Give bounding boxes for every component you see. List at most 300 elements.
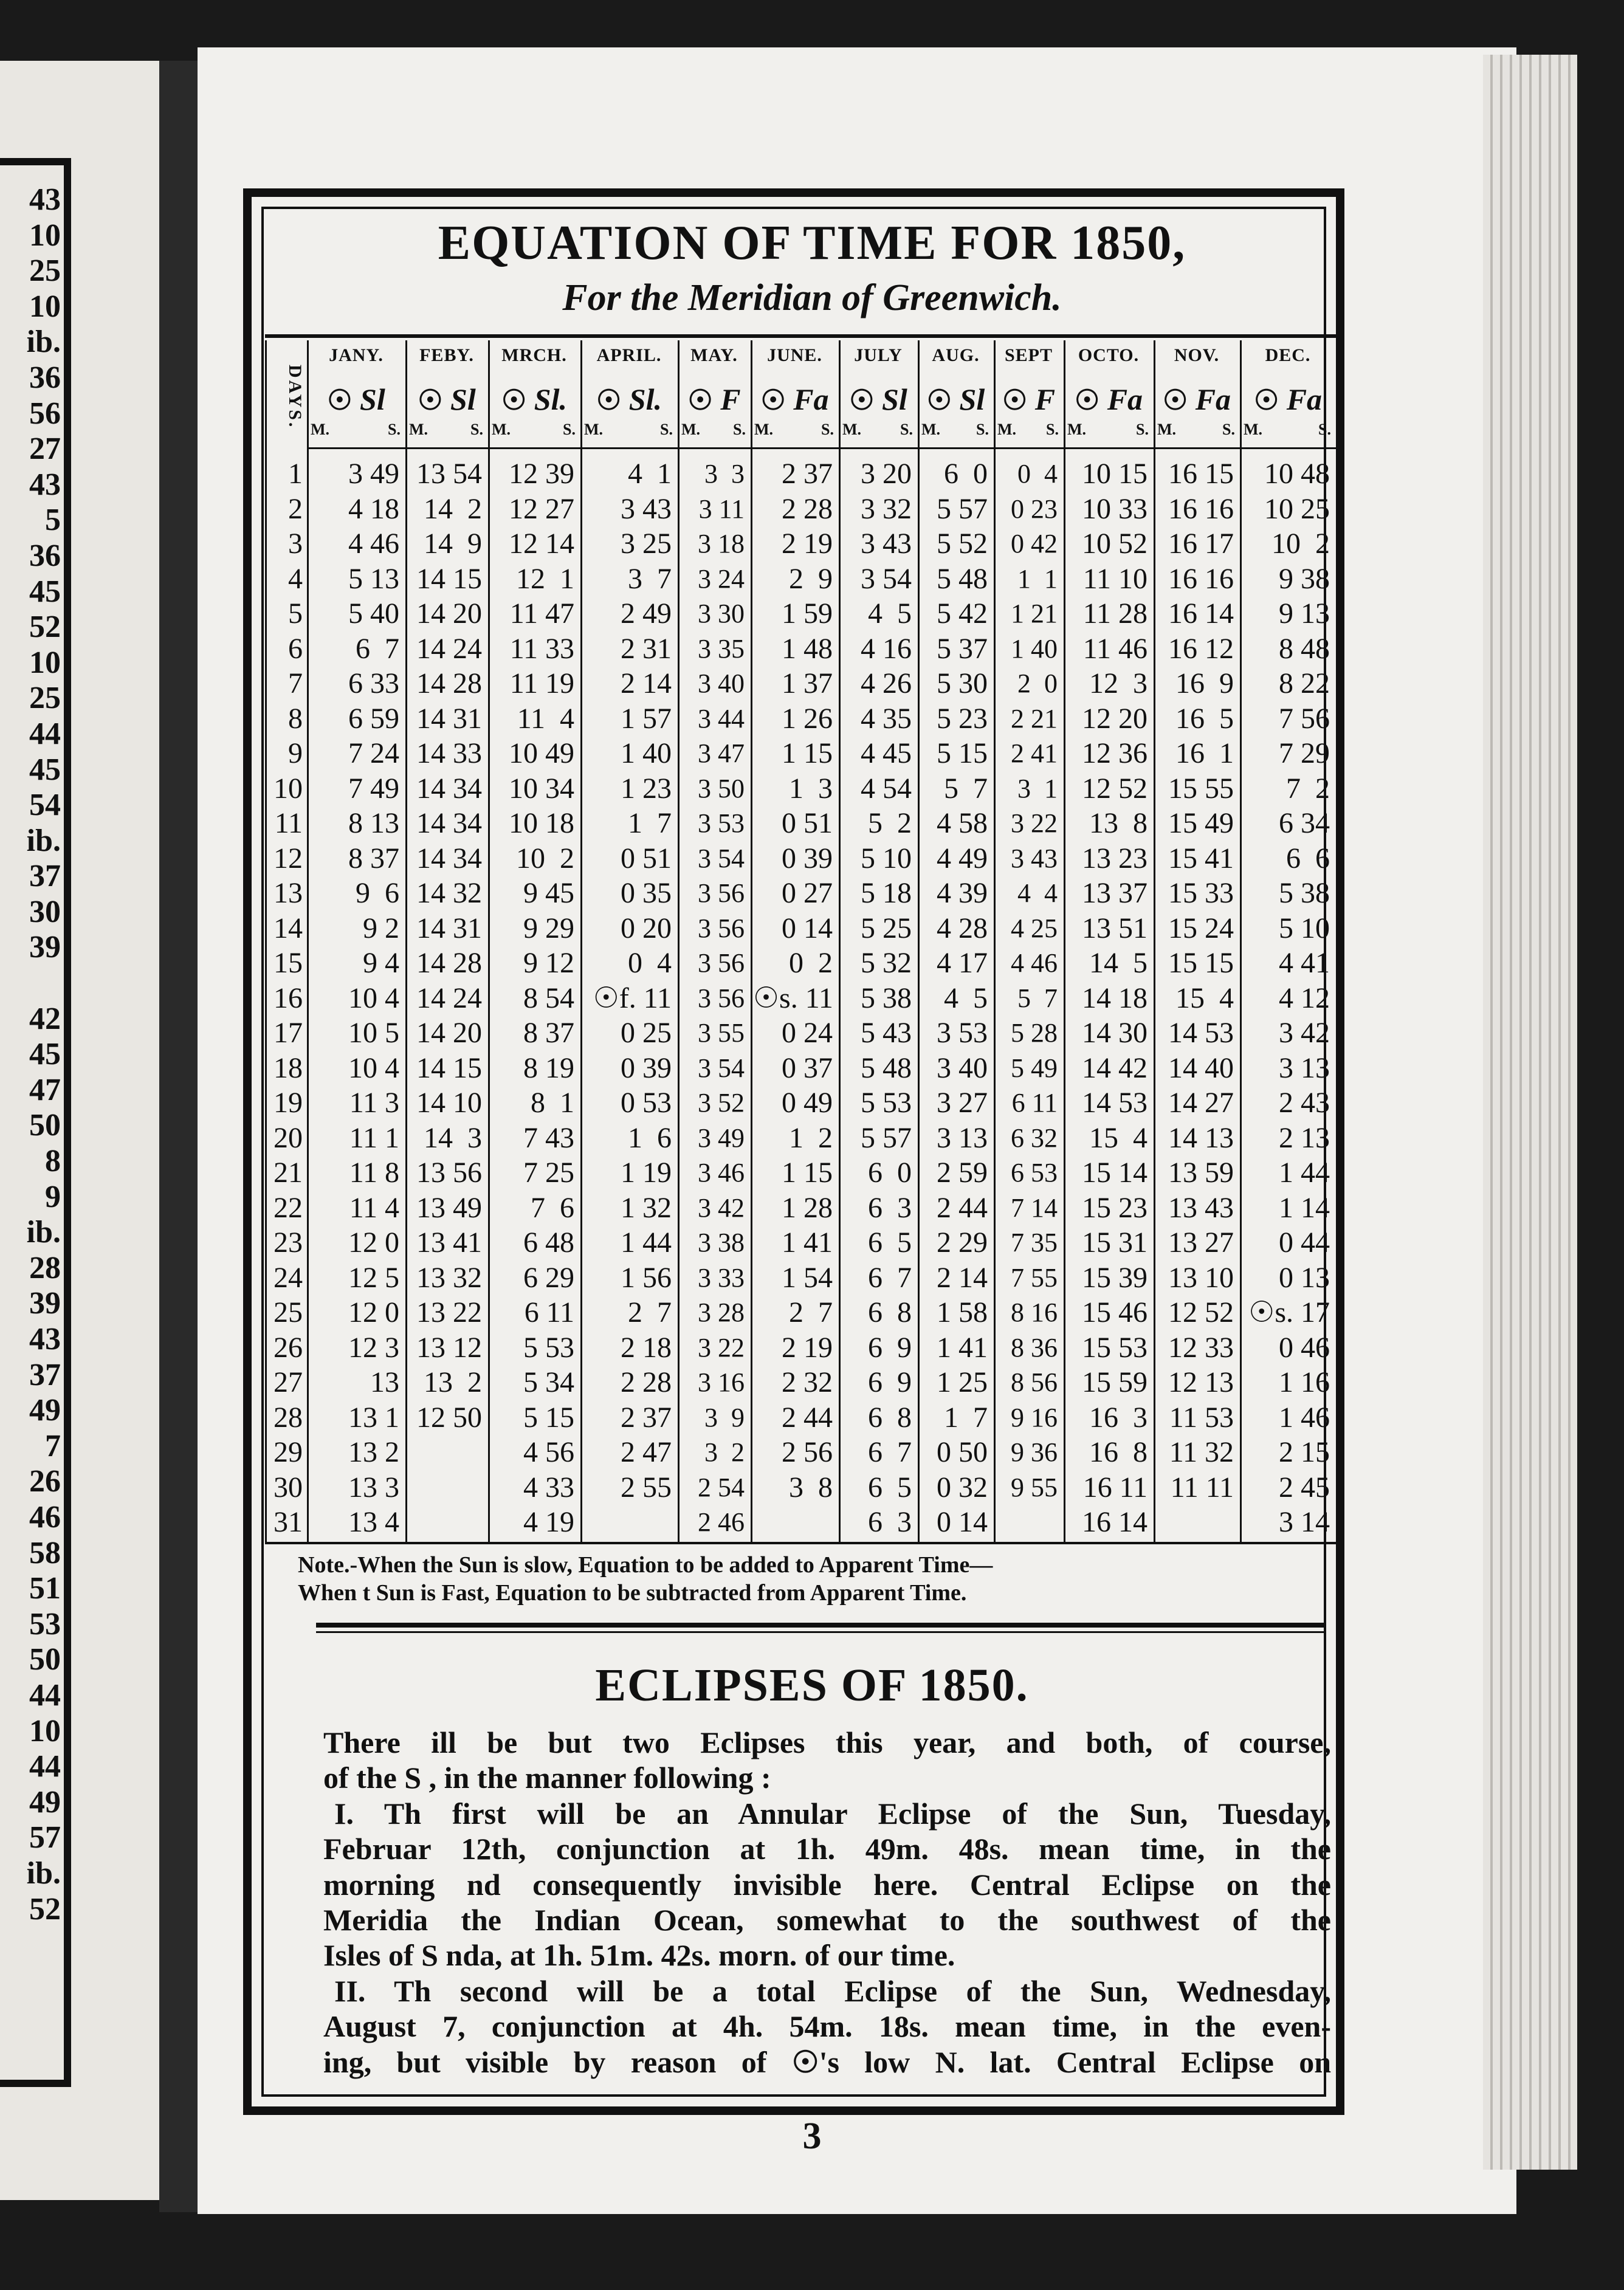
equation-value: 10 2: [1271, 528, 1330, 560]
day-number: 2: [288, 492, 303, 525]
facing-page-value: 30: [29, 894, 61, 929]
facing-page-value: 26: [29, 1464, 61, 1499]
equation-value: 0 42: [1011, 529, 1058, 559]
equation-value: 6 7: [868, 1261, 912, 1294]
equation-value: 0 37: [782, 1051, 833, 1084]
equation-value: 7 25: [523, 1157, 574, 1189]
equation-value: 1 41: [937, 1331, 988, 1364]
equation-value: 3 9: [704, 1402, 745, 1432]
equation-value: 4 28: [937, 912, 988, 944]
equation-value: 0 14: [782, 912, 833, 944]
equation-value: 4 16: [861, 632, 912, 665]
equation-value: 11 11: [1170, 1471, 1234, 1504]
sun-icon: ☉: [1074, 385, 1100, 416]
equation-value: 0 51: [621, 842, 672, 875]
equation-value: 12 50: [416, 1401, 482, 1434]
seconds-label: S.: [1222, 421, 1235, 438]
equation-value: 15 14: [1082, 1157, 1147, 1189]
equation-value: 3 38: [698, 1228, 745, 1257]
equation-value: 6 33: [348, 667, 399, 700]
facing-page-value: 28: [29, 1250, 61, 1285]
facing-page-value: 25: [29, 681, 61, 716]
equation-value: 1 54: [782, 1261, 833, 1294]
facing-page-value: 39: [29, 1286, 61, 1321]
equation-value: 9 6: [356, 877, 399, 909]
equation-value: 3 24: [698, 563, 745, 594]
equation-value: 12 5: [348, 1261, 399, 1294]
equation-value: 1 40: [1011, 633, 1058, 664]
equation-value: 0 51: [782, 807, 833, 839]
equation-value: 1 40: [621, 737, 672, 769]
equation-value: 1 44: [621, 1226, 672, 1259]
equation-value: 2 43: [1279, 1087, 1330, 1119]
equation-value: 1 58: [937, 1296, 988, 1329]
facing-page-value: 49: [29, 1784, 61, 1820]
days-label: DAYS.: [285, 365, 305, 430]
equation-value: 15 24: [1168, 912, 1234, 944]
eclipses-line: of the S , in the manner following :: [323, 1761, 771, 1795]
equation-value: 0 53: [621, 1087, 672, 1119]
equation-value: 1 7: [944, 1401, 988, 1434]
equation-value: 13 10: [1168, 1261, 1234, 1294]
equation-value: 14 53: [1168, 1017, 1234, 1049]
facing-page-value: 36: [29, 538, 61, 573]
equation-value: 16 5: [1175, 702, 1234, 735]
equation-value: 2 54: [698, 1472, 745, 1502]
day-number: 21: [274, 1157, 303, 1189]
equation-value: 6 32: [1011, 1123, 1058, 1153]
sun-status-header: [580, 382, 678, 418]
equation-value: 8 36: [1011, 1332, 1058, 1363]
equation-value: 1 14: [1279, 1191, 1330, 1224]
equation-value: 4 45: [861, 737, 912, 769]
equation-value: 3 8: [789, 1471, 833, 1504]
column-rule: [405, 340, 407, 1542]
equation-value: 14 2: [424, 492, 482, 525]
equation-value: 0 32: [937, 1471, 988, 1504]
equation-value: 3 30: [698, 599, 745, 628]
equation-value: 3 50: [698, 773, 745, 803]
equation-value: 3 35: [698, 633, 745, 664]
equation-value: 5 2: [868, 807, 912, 839]
equation-value: 3 1: [1017, 773, 1058, 803]
equation-value: 9 13: [1279, 597, 1330, 630]
equation-value: 5 32: [861, 947, 912, 979]
equation-value: ☉s. 17: [1248, 1296, 1330, 1329]
equation-value: 9 36: [1011, 1437, 1058, 1467]
minutes-label: M.: [492, 421, 511, 438]
equation-value: 11 19: [509, 667, 574, 700]
facing-page-value: 52: [29, 1891, 61, 1927]
units-header: [918, 421, 994, 442]
equation-value: 4 56: [523, 1436, 574, 1468]
equation-value: 1 26: [782, 702, 833, 735]
equation-value: [408, 1434, 482, 1471]
equation-value: 13 59: [1168, 1157, 1234, 1189]
day-number: 27: [274, 1366, 303, 1398]
equation-value: 3 54: [698, 843, 745, 873]
equation-value: 9 2: [363, 912, 399, 944]
equation-value: 10 49: [509, 737, 574, 769]
column-rule: [1154, 340, 1155, 1542]
equation-value: 8 56: [1011, 1367, 1058, 1397]
equation-value: 5 25: [861, 912, 912, 944]
equation-value: 12 3: [348, 1331, 399, 1364]
sun-status-header: [1154, 382, 1240, 418]
page-number: 3: [802, 2116, 822, 2157]
equation-value: 11 32: [1169, 1436, 1234, 1468]
equation-value: 6 3: [868, 1506, 912, 1538]
equation-value: 13 37: [1082, 877, 1147, 909]
equation-value: 3 56: [698, 948, 745, 978]
equation-value: 14 13: [1168, 1121, 1234, 1154]
eclipses-line: morning nd consequently invisible here. Central Eclipse on the: [323, 1867, 1331, 1902]
equation-value: 1 32: [621, 1191, 672, 1224]
equation-value: 1 46: [1279, 1401, 1330, 1434]
table-top-rule: [265, 334, 1336, 338]
equation-value: 8 54: [523, 982, 574, 1014]
sun-status-header: [1240, 382, 1336, 418]
seconds-label: S.: [388, 421, 401, 438]
day-number: 8: [288, 702, 303, 735]
table-bottom-rule: [265, 1542, 1336, 1544]
equation-value: 11 1: [349, 1121, 399, 1154]
equation-value: 2 59: [937, 1157, 988, 1189]
equation-value: 13 23: [1082, 842, 1147, 875]
eclipses-line: August 7, conjunction at 4h. 54m. 18s. mean time, in the even-: [323, 2009, 1331, 2044]
equation-value: 14 15: [416, 1051, 482, 1084]
sun-status-header: [405, 382, 488, 418]
equation-value: [996, 1504, 1058, 1541]
sun-status-label: Fa: [1195, 382, 1231, 416]
equation-value: 3 40: [937, 1051, 988, 1084]
equation-value: 16 17: [1168, 528, 1234, 560]
equation-value: 8 19: [523, 1051, 574, 1084]
facing-page-value: 36: [29, 360, 61, 395]
equation-value: 7 43: [523, 1121, 574, 1154]
facing-page-value: 50: [29, 1108, 61, 1143]
equation-value: 3 14: [1279, 1506, 1330, 1538]
day-number: 28: [274, 1401, 303, 1434]
equation-value: 13: [370, 1366, 399, 1398]
equation-value: 14 15: [416, 562, 482, 595]
minutes-label: M.: [584, 421, 604, 438]
equation-value: 14 53: [1082, 1087, 1147, 1119]
equation-value: 6 11: [524, 1296, 574, 1329]
equation-value: 2 56: [782, 1436, 833, 1468]
equation-value: 14 3: [424, 1121, 482, 1154]
equation-value: 9 45: [523, 877, 574, 909]
column-rule: [307, 340, 309, 1542]
seconds-label: S.: [563, 421, 576, 438]
equation-value: 16 16: [1168, 562, 1234, 595]
eclipses-text: [323, 1725, 1331, 2080]
equation-value: 13 2: [348, 1436, 399, 1468]
day-number: 9: [288, 737, 303, 769]
units-header: [678, 421, 751, 442]
minutes-label: M.: [842, 421, 862, 438]
facing-page-value: 44: [29, 716, 61, 751]
equation-value: 6 11: [1011, 1088, 1058, 1118]
equation-value: 3 25: [621, 528, 672, 560]
equation-value: 8 37: [348, 842, 399, 875]
book-gutter: [159, 61, 202, 2212]
equation-value: 3 13: [1279, 1051, 1330, 1084]
minutes-label: M.: [997, 421, 1017, 438]
equation-value: 6 7: [868, 1436, 912, 1468]
equation-value: 14 24: [416, 632, 482, 665]
equation-value: 4 25: [1011, 913, 1058, 943]
month-header: OCTO.: [1078, 345, 1140, 365]
day-number: 10: [274, 772, 303, 805]
seconds-label: S.: [976, 421, 989, 438]
sun-status-label: F: [1034, 382, 1056, 416]
equation-value: 11 53: [1169, 1401, 1234, 1434]
equation-value: 2 31: [621, 632, 672, 665]
equation-value: 3 49: [698, 1123, 745, 1153]
equation-value: 5 10: [861, 842, 912, 875]
equation-value: 15 53: [1082, 1331, 1147, 1364]
month-header: JULY: [854, 345, 903, 365]
equation-value: [1156, 1504, 1234, 1541]
page-subtitle: For the Meridian of Greenwich.: [562, 277, 1062, 318]
section-rule-thick: [316, 1623, 1325, 1628]
equation-value: 1 56: [621, 1261, 672, 1294]
facing-page-value: 7: [45, 1428, 61, 1463]
equation-value: 12 3: [1089, 667, 1147, 700]
equation-value: 15 33: [1168, 877, 1234, 909]
equation-value: 5 48: [937, 562, 988, 595]
equation-value: 3 28: [698, 1298, 745, 1327]
equation-value: 0 4: [628, 947, 672, 979]
day-number: 3: [288, 528, 303, 560]
equation-value: 12 36: [1082, 737, 1147, 769]
equation-value: 1 21: [1011, 599, 1058, 628]
facing-page-value: 8: [45, 1144, 61, 1179]
equation-value: 3 54: [861, 562, 912, 595]
equation-value: 12 0: [348, 1296, 399, 1329]
sun-status-label: Sl.: [628, 382, 662, 416]
eclipses-line: I. Th first will be an Annular Eclipse of the Sun, Tuesday,: [334, 1796, 1331, 1831]
equation-value: 14 24: [416, 982, 482, 1014]
equation-value: 2 13: [1279, 1121, 1330, 1154]
seconds-label: S.: [733, 421, 746, 438]
eclipses-title: ECLIPSES OF 1850.: [595, 1660, 1029, 1711]
equation-value: 15 39: [1082, 1261, 1147, 1294]
equation-value: 2 7: [628, 1296, 672, 1329]
equation-value: 11 46: [1082, 632, 1147, 665]
equation-value: 12 13: [1168, 1366, 1234, 1398]
equation-value: 15 15: [1168, 947, 1234, 979]
equation-value: 4 35: [861, 702, 912, 735]
facing-page-value: 44: [29, 1677, 61, 1713]
equation-value: ☉s. 11: [753, 982, 833, 1014]
facing-page-value: 47: [29, 1072, 61, 1107]
equation-value: 2 44: [937, 1191, 988, 1224]
equation-value: 0 14: [937, 1506, 988, 1538]
equation-value: 6 6: [1286, 842, 1330, 875]
equation-value: 7 35: [1011, 1228, 1058, 1257]
sun-icon: ☉: [327, 385, 353, 416]
equation-value: 13 32: [416, 1261, 482, 1294]
equation-value: 5 38: [861, 982, 912, 1014]
facing-page-value: 10: [29, 289, 61, 324]
units-header: [751, 421, 839, 442]
page-edges: [1483, 55, 1577, 2170]
equation-value: 12 33: [1168, 1331, 1234, 1364]
column-rule: [918, 340, 920, 1542]
facing-page-value: 45: [29, 574, 61, 609]
equation-value: 2 19: [782, 528, 833, 560]
sun-status-header: [751, 382, 839, 418]
equation-value: 3 27: [937, 1087, 988, 1119]
equation-value: 16 15: [1168, 458, 1234, 490]
equation-value: 13 22: [416, 1296, 482, 1329]
equation-value: 4 46: [1011, 948, 1058, 978]
minutes-label: M.: [1067, 421, 1087, 438]
eclipses-line: There ill be but two Eclipses this year, and both, of course,: [323, 1725, 1331, 1759]
equation-value: 10 4: [348, 982, 399, 1014]
equation-value: 13 4: [348, 1506, 399, 1538]
equation-value: 13 56: [416, 1157, 482, 1189]
day-number: 31: [274, 1506, 303, 1538]
sun-icon: ☉: [926, 385, 952, 416]
equation-value: 11 3: [349, 1087, 399, 1119]
equation-value: 3 11: [698, 493, 745, 524]
units-header: [405, 421, 488, 442]
seconds-label: S.: [1318, 421, 1331, 438]
day-number: 15: [274, 947, 303, 979]
equation-value: 11 4: [517, 702, 574, 735]
sun-status-label: Sl: [450, 382, 476, 416]
column-rule: [265, 340, 267, 1542]
equation-value: 3 53: [698, 808, 745, 838]
equation-value: 7 6: [531, 1191, 574, 1224]
seconds-label: S.: [1136, 421, 1149, 438]
units-header: [488, 421, 580, 442]
month-header: JANY.: [329, 345, 384, 365]
equation-value: 10 52: [1082, 528, 1147, 560]
equation-value: 8 13: [348, 807, 399, 839]
facing-page-value: ib.: [26, 1855, 61, 1891]
equation-value: 3 43: [1011, 843, 1058, 873]
equation-value: 6 9: [868, 1331, 912, 1364]
units-header: [1154, 421, 1240, 442]
equation-value: 3 56: [698, 983, 745, 1013]
equation-value: 2 29: [937, 1226, 988, 1259]
equation-value: 0 24: [782, 1017, 833, 1049]
equation-value: 6 0: [868, 1157, 912, 1189]
column-rule: [580, 340, 582, 1542]
sun-status-label: Fa: [793, 382, 829, 416]
equation-value: 13 54: [416, 458, 482, 490]
section-rule-thin: [316, 1631, 1325, 1633]
day-number: 7: [288, 667, 303, 700]
equation-value: 2 37: [621, 1401, 672, 1434]
facing-page-value: 10: [29, 645, 61, 680]
sun-status-header: [918, 382, 994, 418]
facing-page-value: 37: [29, 859, 61, 894]
equation-value: 7 2: [1286, 772, 1330, 805]
equation-value: 13 41: [416, 1226, 482, 1259]
month-header: APRIL.: [596, 345, 662, 365]
equation-value: 4 41: [1279, 947, 1330, 979]
facing-page-value: 43: [29, 467, 61, 502]
equation-value: 10 2: [516, 842, 574, 875]
equation-value: 16 16: [1168, 492, 1234, 525]
equation-value: 5 43: [861, 1017, 912, 1049]
equation-value: 11 33: [509, 632, 574, 665]
facing-page-value: 39: [29, 930, 61, 965]
equation-value: 10 15: [1082, 458, 1147, 490]
equation-value: 14 27: [1168, 1087, 1234, 1119]
facing-page-value: 58: [29, 1535, 61, 1570]
equation-value: 6 7: [356, 632, 399, 665]
equation-value: 0 35: [621, 877, 672, 909]
column-rule: [751, 340, 752, 1542]
equation-value: ☉f. 11: [593, 982, 672, 1014]
equation-value: 15 46: [1082, 1296, 1147, 1329]
day-number: 13: [274, 877, 303, 909]
equation-value: 3 54: [698, 1053, 745, 1083]
equation-value: 16 8: [1089, 1436, 1147, 1468]
day-number: 20: [274, 1121, 303, 1154]
equation-value: 5 42: [937, 597, 988, 630]
eclipses-line: Februar 12th, conjunction at 1h. 49m. 48s. mean time, in the: [323, 1832, 1331, 1866]
equation-value: 3 7: [628, 562, 672, 595]
equation-value: 4 12: [1279, 982, 1330, 1014]
equation-value: 11 10: [1082, 562, 1147, 595]
facing-page-value: 45: [29, 752, 61, 787]
equation-value: 3 56: [698, 878, 745, 908]
equation-value: 1 28: [782, 1191, 833, 1224]
equation-value: 11 28: [1082, 597, 1147, 630]
minutes-label: M.: [681, 421, 701, 438]
column-rule: [839, 340, 841, 1542]
equation-value: 16 9: [1175, 667, 1234, 700]
equation-value: 6 9: [868, 1366, 912, 1398]
minutes-label: M.: [1244, 421, 1263, 438]
equation-value: 12 52: [1082, 772, 1147, 805]
equation-value: 7 29: [1279, 737, 1330, 769]
equation-value: 2 41: [1011, 738, 1058, 768]
equation-value: 4 5: [868, 597, 912, 630]
equation-value: 3 44: [698, 703, 745, 734]
month-header: FEBY.: [419, 345, 474, 365]
equation-value: 16 3: [1089, 1401, 1147, 1434]
equation-value: 6 53: [1011, 1158, 1058, 1188]
equation-value: 1 15: [782, 1157, 833, 1189]
equation-value: 2 9: [789, 562, 833, 595]
equation-value: 14 28: [416, 947, 482, 979]
equation-value: 12 0: [348, 1226, 399, 1259]
equation-value: 3 13: [937, 1121, 988, 1154]
facing-page-value: 5: [45, 503, 61, 538]
month-header: SEPT: [1004, 345, 1053, 365]
facing-page-value: 10: [29, 218, 61, 253]
facing-page-value: 56: [29, 396, 61, 431]
equation-value: 3 22: [698, 1332, 745, 1363]
sun-status-label: Sl: [959, 382, 985, 416]
equation-value: 7 55: [1011, 1262, 1058, 1293]
equation-value: 14 34: [416, 807, 482, 839]
equation-value: 6 59: [348, 702, 399, 735]
equation-value: 2 37: [782, 458, 833, 490]
facing-page-value: 9: [45, 1179, 61, 1214]
facing-page-value: 43: [29, 182, 61, 217]
equation-value: 16 11: [1082, 1471, 1147, 1504]
equation-value: 9 38: [1279, 562, 1330, 595]
